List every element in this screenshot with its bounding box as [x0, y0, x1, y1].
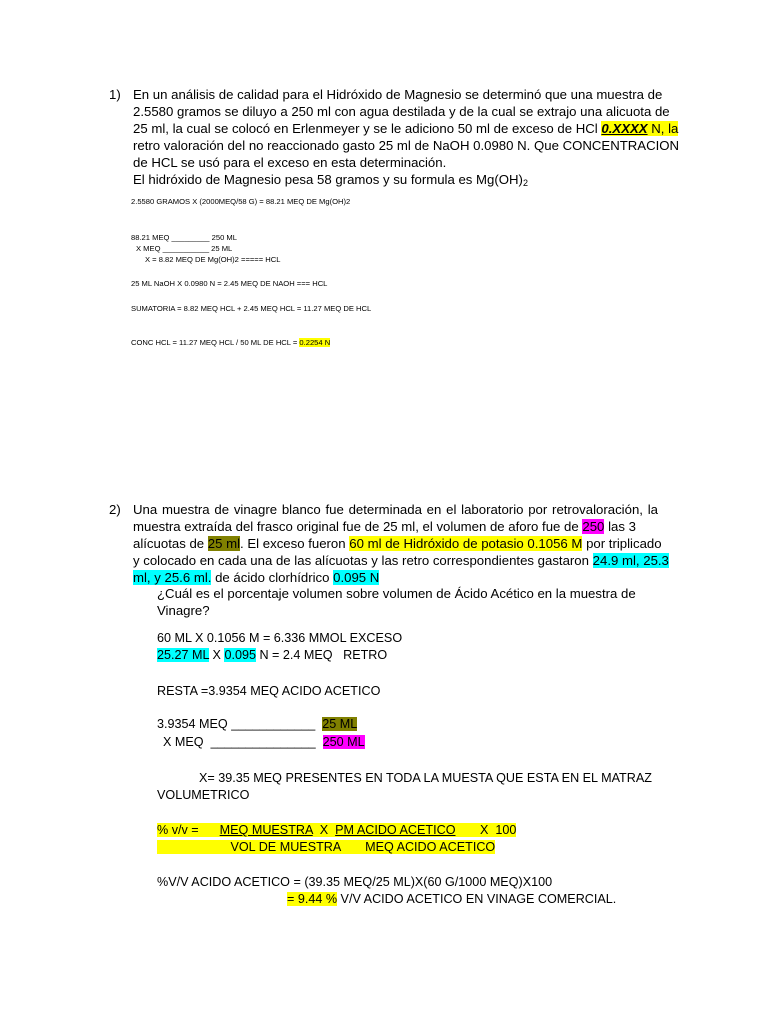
p2-step-7: VOLUMETRICO	[157, 788, 250, 802]
p2-step-5: X MEQ _______________ 250 ML	[163, 735, 365, 749]
problem-1-number: 1)	[109, 87, 121, 102]
p1-line-2: 2.5580 gramos se diluyo a 250 ml con agua destilada y de la cual se extrajo una alicuota de	[133, 104, 670, 119]
p2-step-3: RESTA =3.9354 MEQ ACIDO ACETICO	[157, 684, 381, 698]
p2-formula-3: %V/V ACIDO ACETICO = (39.35 MEQ/25 ML)X(60 G/1000 MEQ)X100	[157, 875, 553, 889]
p1-calc-2: 88.21 MEQ _________ 250 ML	[131, 233, 237, 242]
p2-formula-2: VOL DE MUESTRA MEQ ACIDO ACETICO	[157, 840, 496, 854]
p1-calc-7: CONC HCL = 11.27 MEQ HCL / 50 ML DE HCL = 0.2254 N	[131, 338, 331, 347]
p2-line-5: ml, y 25.6 ml. de ácido clorhídrico 0.095 N	[133, 570, 380, 585]
p2-step-6: X= 39.35 MEQ PRESENTES EN TODA LA MUESTA QUE ESTA EN EL MATRAZ	[199, 771, 652, 785]
p2-step-1: 60 ML X 0.1056 M = 6.336 MMOL EXCESO	[157, 631, 403, 645]
p2-line-2: muestra extraída del frasco original fue de 25 ml, el volumen de aforo fue de 250 las 3	[133, 519, 636, 534]
p2-formula-1: % v/v = MEQ MUESTRA X PM ACIDO ACETICO X 100	[157, 823, 517, 837]
p2-step-4: 3.9354 MEQ ____________ 25 ML	[157, 717, 358, 731]
p2-line-1: Una muestra de vinagre blanco fue determinada en el laboratorio por retrovaloración, la	[133, 502, 658, 517]
p2-line-4: y colocado en cada una de las alícuotas y las retro correspondientes gastaron 24.9 ml, 25.3	[133, 553, 669, 568]
p2-line-3: alícuotas de 25 ml. El exceso fueron 60 ml de Hidróxido de potasio 0.1056 M por triplicado	[133, 536, 662, 551]
p1-calc-4: X = 8.82 MEQ DE Mg(OH)2 ===== HCL	[145, 255, 281, 264]
p1-line-1: En un análisis de calidad para el Hidróxido de Magnesio se determinó que una muestra de	[133, 87, 663, 102]
p2-question-1: ¿Cuál es el porcentaje volumen sobre volumen de Ácido Acético en la muestra de	[157, 586, 636, 601]
p1-line-3: 25 ml, la cual se colocó en Erlenmeyer y se le adiciono 50 ml de exceso de HCl 0.XXXX N, la	[133, 121, 679, 136]
p1-line-6: El hidróxido de Magnesio pesa 58 gramos y su formula es $Mg(OH)_2$	[133, 172, 528, 188]
p1-result: 0.2254 N	[299, 338, 331, 347]
p1-calc-3: X MEQ ___________ 25 ML	[136, 244, 233, 253]
p1-line-4: retro valoración del no reaccionado gasto 25 ml de NaOH 0.0980 N. Que CONCENTRACION	[133, 138, 680, 153]
problem-2-number: 2)	[109, 502, 121, 517]
p1-calc-5: 25 ML NaOH X 0.0980 N = 2.45 MEQ DE NAOH === HCL	[131, 279, 328, 288]
p2-step-2: 25.27 ML X 0.095 N = 2.4 MEQ RETRO	[157, 648, 388, 662]
p2-result: = 9.44 %	[287, 892, 338, 906]
p2-question-2: Vinagre?	[157, 603, 210, 618]
p1-calc-1: 2.5580 GRAMOS X (2000MEQ/58 G) = 88.21 MEQ DE Mg(OH)2	[131, 197, 351, 206]
p1-line-5: de HCL se usó para el exceso en esta determinación.	[133, 155, 447, 170]
p2-formula-4: = 9.44 % V/V ACIDO ACETICO EN VINAGE COMERCIAL.	[287, 892, 617, 906]
p1-calc-6: SUMATORIA = 8.82 MEQ HCL + 2.45 MEQ HCL = 11.27 MEQ DE HCL	[131, 304, 372, 313]
unknown-concentration: 0.XXXX	[601, 121, 648, 136]
